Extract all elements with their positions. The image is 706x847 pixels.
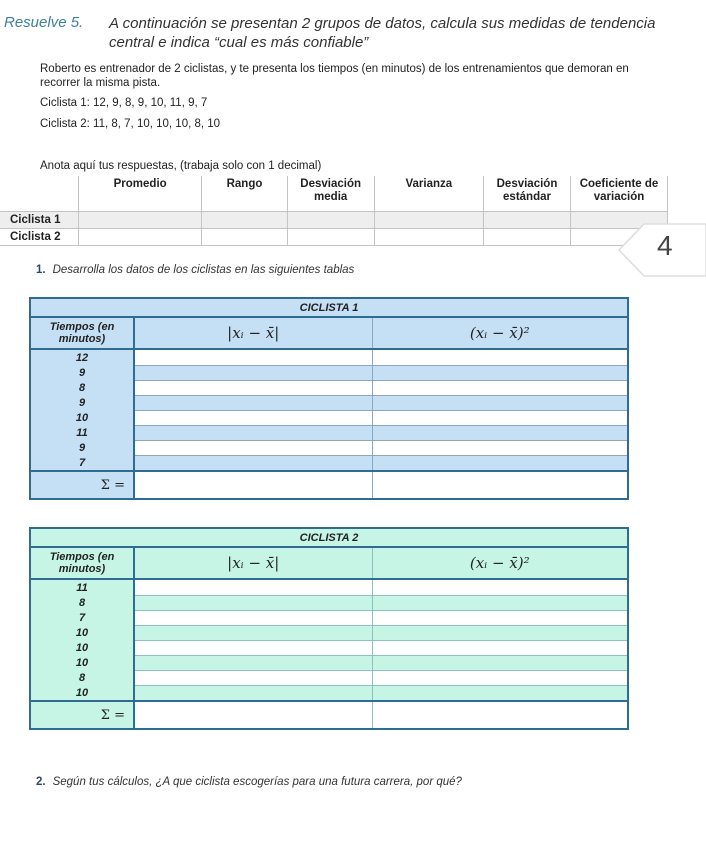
sum-sq-cell[interactable] <box>372 701 628 729</box>
table-row <box>30 365 628 380</box>
cyclist-1-data: Ciclista 1: 12, 9, 8, 9, 10, 11, 9, 7 <box>40 97 208 109</box>
abs-cell[interactable] <box>134 455 372 471</box>
corner-cell <box>0 176 79 212</box>
sq-cell[interactable] <box>372 380 628 395</box>
sq-cell[interactable] <box>372 425 628 440</box>
time-value: 9 <box>30 395 134 410</box>
table-row <box>30 579 628 595</box>
table-title: CICLISTA 2 <box>30 528 628 547</box>
abs-cell[interactable] <box>134 349 372 365</box>
table-row <box>30 655 628 670</box>
step-1-number: 1. <box>36 264 46 276</box>
sum-row <box>30 701 628 729</box>
answer-cell[interactable] <box>374 212 483 229</box>
col-abs-deviation: |xᵢ − x̄| <box>134 547 372 579</box>
sq-cell[interactable] <box>372 595 628 610</box>
col-desviacion-estandar: Desviación estándar <box>484 176 571 212</box>
answer-cell[interactable] <box>484 229 571 246</box>
table-row <box>30 595 628 610</box>
time-value: 10 <box>30 685 134 701</box>
problem-intro: Roberto es entrenador de 2 ciclistas, y te presenta los tiempos (en minutos) de los entrenamientos que demoran en recorrer la misma pista. <box>40 63 629 89</box>
sum-label: Σ = <box>30 471 134 499</box>
abs-cell[interactable] <box>134 685 372 701</box>
answer-cell[interactable] <box>79 229 202 246</box>
time-value: 9 <box>30 365 134 380</box>
time-value: 12 <box>30 349 134 365</box>
answer-cell[interactable] <box>287 229 374 246</box>
abs-cell[interactable] <box>134 595 372 610</box>
table-row <box>30 610 628 625</box>
sum-label: Σ = <box>30 701 134 729</box>
time-value: 10 <box>30 625 134 640</box>
step-1 <box>36 264 354 276</box>
table-row <box>30 440 628 455</box>
abs-cell[interactable] <box>134 625 372 640</box>
sq-cell[interactable] <box>372 579 628 595</box>
abs-cell[interactable] <box>134 380 372 395</box>
col-desviacion-media: Desviación media <box>287 176 374 212</box>
sq-cell[interactable] <box>372 685 628 701</box>
table-row <box>30 395 628 410</box>
time-value: 10 <box>30 410 134 425</box>
abs-cell[interactable] <box>134 365 372 380</box>
cyclist-1-table <box>29 297 629 500</box>
time-value: 7 <box>30 455 134 471</box>
table-row <box>30 380 628 395</box>
sq-cell[interactable] <box>372 625 628 640</box>
summary-row-ciclista-2 <box>0 229 668 246</box>
table-row <box>30 425 628 440</box>
step-2 <box>36 776 462 788</box>
abs-cell[interactable] <box>134 655 372 670</box>
sq-cell[interactable] <box>372 610 628 625</box>
sum-sq-cell[interactable] <box>372 471 628 499</box>
answer-cell[interactable] <box>287 212 374 229</box>
summary-table <box>0 176 668 246</box>
time-value: 8 <box>30 595 134 610</box>
sq-cell[interactable] <box>372 349 628 365</box>
time-value: 10 <box>30 640 134 655</box>
answer-note: Anota aquí tus respuestas, (trabaja solo con 1 decimal) <box>40 160 322 172</box>
col-squared-deviation: (xᵢ − x̄)² <box>372 317 628 349</box>
sq-cell[interactable] <box>372 410 628 425</box>
table-row <box>30 349 628 365</box>
table-row <box>30 685 628 701</box>
col-promedio: Promedio <box>79 176 202 212</box>
col-abs-deviation: |xᵢ − x̄| <box>134 317 372 349</box>
table-row <box>30 670 628 685</box>
abs-cell[interactable] <box>134 579 372 595</box>
row-label: Ciclista 2 <box>0 229 79 246</box>
step-2-number: 2. <box>36 776 46 788</box>
answer-cell[interactable] <box>202 212 287 229</box>
sq-cell[interactable] <box>372 655 628 670</box>
col-tiempos: Tiempos (en minutos) <box>30 317 134 349</box>
step-2-text: Según tus cálculos, ¿A que ciclista escogerías para una futura carrera, por qué? <box>52 776 462 788</box>
time-value: 7 <box>30 610 134 625</box>
time-value: 8 <box>30 670 134 685</box>
answer-cell[interactable] <box>79 212 202 229</box>
cyclist-2-table <box>29 527 629 730</box>
cyclist-2-data: Ciclista 2: 11, 8, 7, 10, 10, 10, 8, 10 <box>40 118 221 130</box>
table-row <box>30 640 628 655</box>
time-value: 11 <box>30 425 134 440</box>
page-number: 4 <box>657 230 673 261</box>
table-row <box>30 455 628 471</box>
sum-row <box>30 471 628 499</box>
exercise-title: A continuación se presentan 2 grupos de datos, calcula sus medidas de tendencia central e indica “cual es más confiable” <box>109 15 656 51</box>
abs-cell[interactable] <box>134 425 372 440</box>
sq-cell[interactable] <box>372 640 628 655</box>
table-title: CICLISTA 1 <box>30 298 628 317</box>
abs-cell[interactable] <box>134 640 372 655</box>
sq-cell[interactable] <box>372 455 628 471</box>
time-value: 11 <box>30 579 134 595</box>
sq-cell[interactable] <box>372 395 628 410</box>
time-value: 10 <box>30 655 134 670</box>
col-squared-deviation: (xᵢ − x̄)² <box>372 547 628 579</box>
col-coeficiente-variacion: Coeficiente de variación <box>571 176 668 212</box>
abs-cell[interactable] <box>134 395 372 410</box>
sq-cell[interactable] <box>372 440 628 455</box>
table-row <box>30 410 628 425</box>
answer-cell[interactable] <box>484 212 571 229</box>
abs-cell[interactable] <box>134 610 372 625</box>
step-1-text: Desarrolla los datos de los ciclistas en las siguientes tablas <box>52 264 355 276</box>
sum-abs-cell[interactable] <box>134 701 372 729</box>
answer-cell[interactable] <box>374 229 483 246</box>
answer-cell[interactable] <box>202 229 287 246</box>
time-value: 9 <box>30 440 134 455</box>
exercise-label: Resuelve 5. <box>4 14 84 31</box>
col-varianza: Varianza <box>374 176 483 212</box>
col-rango: Rango <box>202 176 287 212</box>
table-row <box>30 625 628 640</box>
abs-cell[interactable] <box>134 440 372 455</box>
time-value: 8 <box>30 380 134 395</box>
sq-cell[interactable] <box>372 670 628 685</box>
sq-cell[interactable] <box>372 365 628 380</box>
sum-abs-cell[interactable] <box>134 471 372 499</box>
abs-cell[interactable] <box>134 410 372 425</box>
abs-cell[interactable] <box>134 670 372 685</box>
summary-row-ciclista-1 <box>0 212 668 229</box>
row-label: Ciclista 1 <box>0 212 79 229</box>
col-tiempos: Tiempos (en minutos) <box>30 547 134 579</box>
